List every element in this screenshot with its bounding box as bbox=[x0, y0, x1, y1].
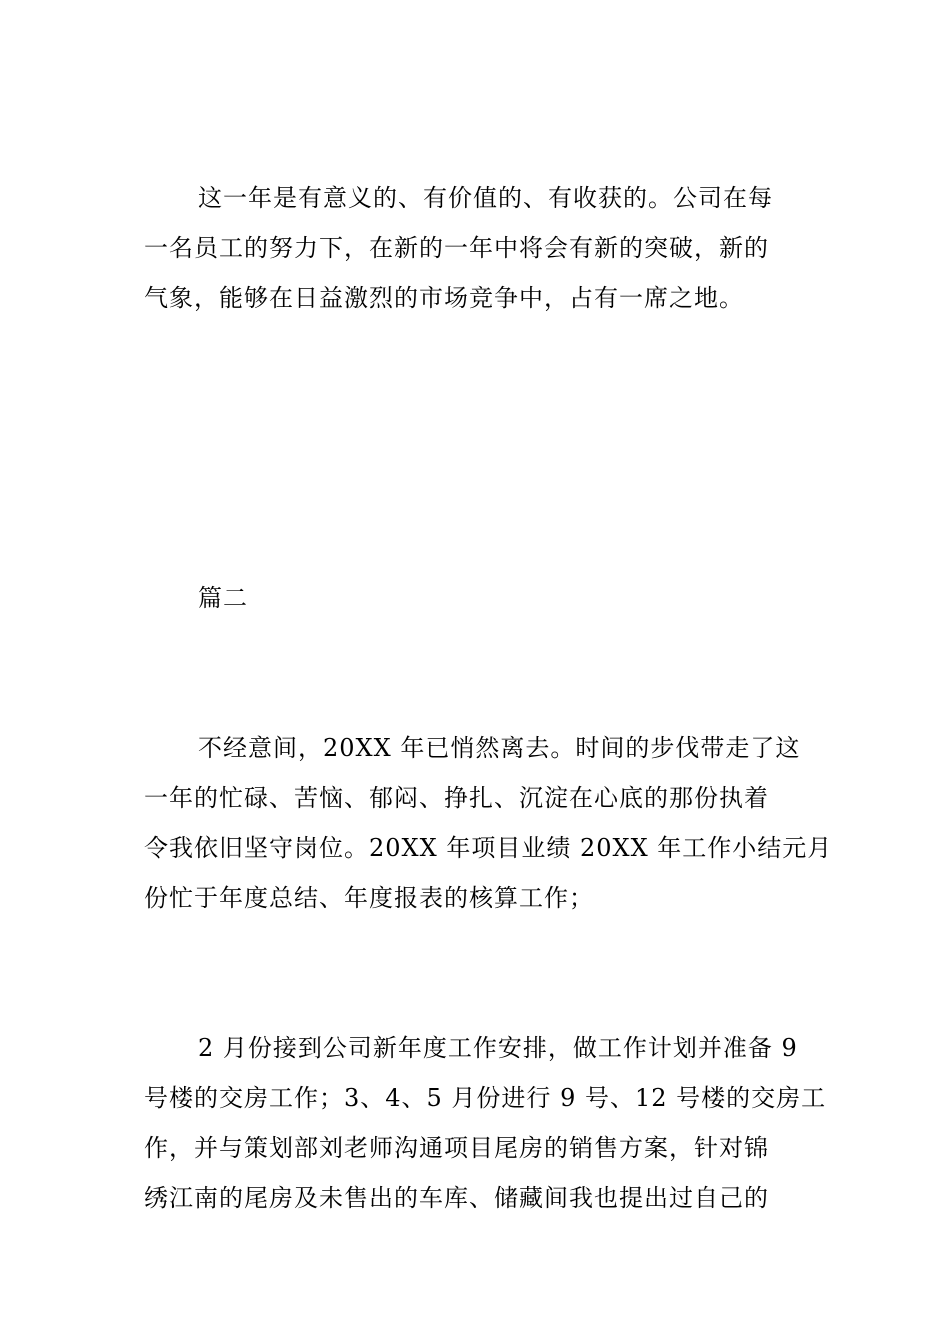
paragraph-3-line-1: 2 月份接到公司新年度工作安排，做工作计划并准备 9 bbox=[198, 1034, 798, 1062]
paragraph-2-line-3: 令我依旧坚守岗位。20XX 年项目业绩 20XX 年工作小结元月 bbox=[144, 834, 833, 862]
paragraph-3-line-4: 绣江南的尾房及未售出的车库、储藏间我也提出过自己的 bbox=[144, 1184, 769, 1212]
paragraph-1-line-1: 这一年是有意义的、有价值的、有收获的。公司在每 bbox=[198, 184, 773, 212]
paragraph-1-line-2: 一名员工的努力下，在新的一年中将会有新的突破，新的 bbox=[144, 234, 769, 262]
paragraph-1-line-3: 气象，能够在日益激烈的市场竞争中，占有一席之地。 bbox=[144, 284, 744, 312]
paragraph-2-line-4: 份忙于年度总结、年度报表的核算工作； bbox=[144, 884, 594, 912]
paragraph-3-line-2: 号楼的交房工作；3、4、5 月份进行 9 号、12 号楼的交房工 bbox=[144, 1084, 827, 1112]
paragraph-2-line-1: 不经意间，20XX 年已悄然离去。时间的步伐带走了这 bbox=[198, 734, 801, 762]
paragraph-2-line-2: 一年的忙碌、苦恼、郁闷、挣扎、沉淀在心底的那份执着 bbox=[144, 784, 769, 812]
paragraph-3-line-3: 作，并与策划部刘老师沟通项目尾房的销售方案，针对锦 bbox=[144, 1134, 769, 1162]
section-heading: 篇二 bbox=[198, 584, 248, 612]
